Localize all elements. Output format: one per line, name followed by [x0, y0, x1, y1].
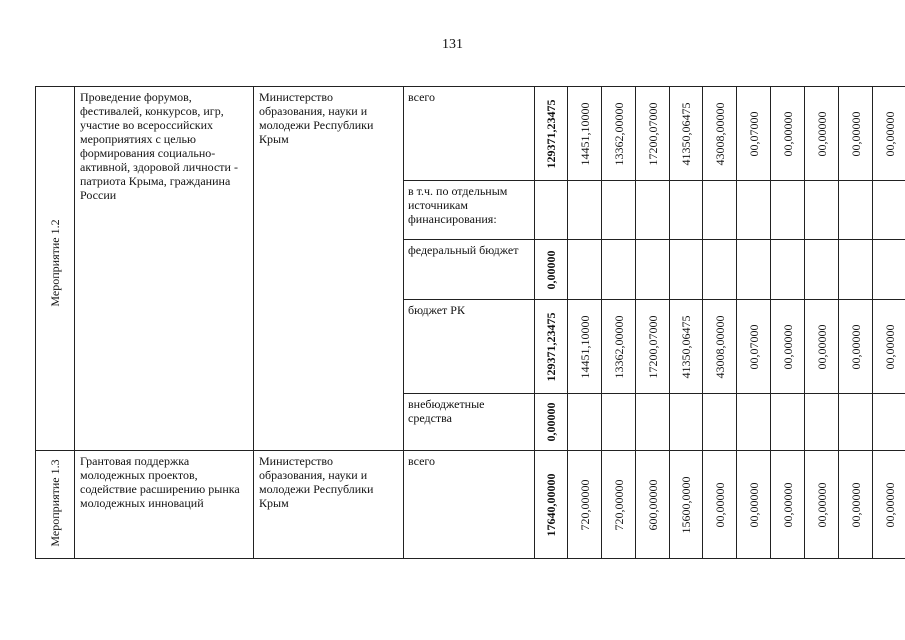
year-value: 00,00000 — [780, 111, 795, 156]
activity-label: Мероприятие 1.3 — [48, 459, 62, 547]
funding-source-cell — [404, 451, 535, 559]
year-value: 14451,10000 — [577, 102, 592, 165]
funding-source-cell — [404, 87, 535, 181]
total-value-cell — [535, 300, 568, 394]
total-value: 17640,00000 — [544, 473, 558, 536]
year-value-cell — [737, 240, 771, 300]
year-value-cell — [636, 181, 670, 240]
year-value-cell — [602, 240, 636, 300]
year-value-cell — [737, 181, 771, 240]
year-value-cell — [636, 300, 670, 394]
year-value: 00,07000 — [746, 111, 761, 156]
year-value-cell — [805, 87, 839, 181]
year-value-cell — [670, 87, 703, 181]
year-value: 720,00000 — [577, 479, 592, 530]
funding-source-cell — [404, 181, 535, 240]
activity-executor-cell — [254, 451, 404, 559]
budget-table — [35, 86, 905, 559]
table-row — [36, 451, 905, 559]
year-value-cell — [568, 181, 602, 240]
year-value: 00,00000 — [780, 482, 795, 527]
funding-source-cell — [404, 300, 535, 394]
year-value-cell — [839, 87, 873, 181]
funding-source-cell — [404, 394, 535, 451]
funding-source-cell — [404, 240, 535, 300]
year-value-cell — [771, 87, 805, 181]
year-value: 41350,06475 — [679, 315, 693, 378]
year-value-cell — [839, 394, 873, 451]
funding-source: внебюджетные средства — [408, 397, 485, 425]
activity-executor: Министерство образования, науки и молодежи Республики Крым — [259, 454, 374, 510]
year-value: 00,00000 — [780, 324, 795, 369]
year-value: 00,00000 — [882, 324, 897, 369]
year-value-cell — [737, 300, 771, 394]
funding-source: в т.ч. по отдельным источникам финансирования: — [408, 184, 508, 226]
activity-description: Проведение форумов, фестивалей, конкурсов, игр, участие во всероссийских мероприятиях с целью формирования социально-активной, здоровой личности - патриота Крыма, гражданина России — [80, 90, 238, 202]
year-value: 00,00000 — [882, 111, 897, 156]
total-value: 0,00000 — [544, 402, 558, 442]
year-value-cell — [771, 240, 805, 300]
year-value-cell — [670, 451, 703, 559]
year-value-cell — [873, 394, 905, 451]
activity-executor: Министерство образования, науки и молодежи Республики Крым — [259, 90, 374, 146]
year-value-cell — [602, 181, 636, 240]
total-value-cell — [535, 240, 568, 300]
year-value: 00,00000 — [848, 482, 863, 527]
activity-description-cell — [75, 451, 254, 559]
year-value-cell — [805, 394, 839, 451]
year-value-cell — [636, 451, 670, 559]
year-value-cell — [568, 87, 602, 181]
year-value-cell — [805, 181, 839, 240]
year-value-cell — [771, 451, 805, 559]
year-value-cell — [636, 394, 670, 451]
year-value-cell — [805, 300, 839, 394]
year-value: 00,00000 — [848, 324, 863, 369]
year-value: 00,07000 — [746, 324, 761, 369]
year-value-cell — [703, 300, 737, 394]
year-value-cell — [737, 87, 771, 181]
year-value: 13362,00000 — [611, 102, 626, 165]
year-value-cell — [636, 87, 670, 181]
year-value: 15600,0000 — [679, 476, 693, 533]
total-value-cell — [535, 181, 568, 240]
year-value-cell — [602, 300, 636, 394]
year-value-cell — [568, 240, 602, 300]
funding-source: федеральный бюджет — [408, 243, 519, 257]
year-value-cell — [670, 240, 703, 300]
total-value-cell — [535, 451, 568, 559]
year-value-cell — [670, 181, 703, 240]
year-value: 00,00000 — [882, 482, 897, 527]
year-value-cell — [568, 394, 602, 451]
year-value: 00,00000 — [848, 111, 863, 156]
year-value: 00,00000 — [746, 482, 761, 527]
year-value-cell — [737, 451, 771, 559]
year-value: 720,00000 — [611, 479, 626, 530]
year-value-cell — [873, 87, 905, 181]
year-value-cell — [771, 181, 805, 240]
year-value-cell — [602, 87, 636, 181]
year-value: 00,00000 — [814, 482, 829, 527]
year-value-cell — [602, 451, 636, 559]
activity-label-cell — [36, 87, 75, 451]
year-value: 13362,00000 — [611, 315, 626, 378]
year-value-cell — [839, 451, 873, 559]
year-value: 14451,10000 — [577, 315, 592, 378]
year-value-cell — [771, 300, 805, 394]
activity-description-cell — [75, 87, 254, 451]
year-value-cell — [873, 181, 905, 240]
funding-source: всего — [408, 90, 436, 104]
year-value: 00,00000 — [814, 111, 829, 156]
activity-executor-cell — [254, 87, 404, 451]
activity-label-cell — [36, 451, 75, 559]
year-value: 17200,07000 — [645, 102, 660, 165]
activity-description: Грантовая поддержка молодежных проектов, содействие расширению рынка молодежных инноваций — [80, 454, 240, 510]
funding-source: бюджет РК — [408, 303, 465, 317]
year-value-cell — [771, 394, 805, 451]
total-value-cell — [535, 394, 568, 451]
year-value-cell — [839, 240, 873, 300]
year-value: 41350,06475 — [679, 102, 693, 165]
funding-source: всего — [408, 454, 436, 468]
activity-label: Мероприятие 1.2 — [48, 219, 62, 307]
total-value: 129371,23475 — [544, 312, 558, 381]
year-value: 600,00000 — [645, 479, 660, 530]
total-value-cell — [535, 87, 568, 181]
year-value: 00,00000 — [814, 324, 829, 369]
year-value-cell — [737, 394, 771, 451]
page-number: 131 — [442, 37, 463, 52]
year-value-cell — [636, 240, 670, 300]
total-value: 129371,23475 — [544, 99, 558, 168]
year-value-cell — [873, 451, 905, 559]
year-value-cell — [703, 451, 737, 559]
year-value-cell — [873, 240, 905, 300]
year-value-cell — [703, 394, 737, 451]
year-value: 00,00000 — [712, 482, 727, 527]
year-value-cell — [703, 240, 737, 300]
year-value-cell — [568, 451, 602, 559]
year-value-cell — [670, 394, 703, 451]
year-value-cell — [805, 240, 839, 300]
year-value: 17200,07000 — [645, 315, 660, 378]
year-value-cell — [839, 181, 873, 240]
year-value-cell — [670, 300, 703, 394]
total-value: 0,00000 — [544, 250, 558, 289]
year-value-cell — [805, 451, 839, 559]
table-row — [36, 87, 905, 181]
year-value: 43008,00000 — [712, 315, 727, 378]
year-value-cell — [602, 394, 636, 451]
year-value-cell — [703, 181, 737, 240]
year-value: 43008,00000 — [712, 102, 727, 165]
year-value-cell — [839, 300, 873, 394]
year-value-cell — [568, 300, 602, 394]
year-value-cell — [873, 300, 905, 394]
year-value-cell — [703, 87, 737, 181]
